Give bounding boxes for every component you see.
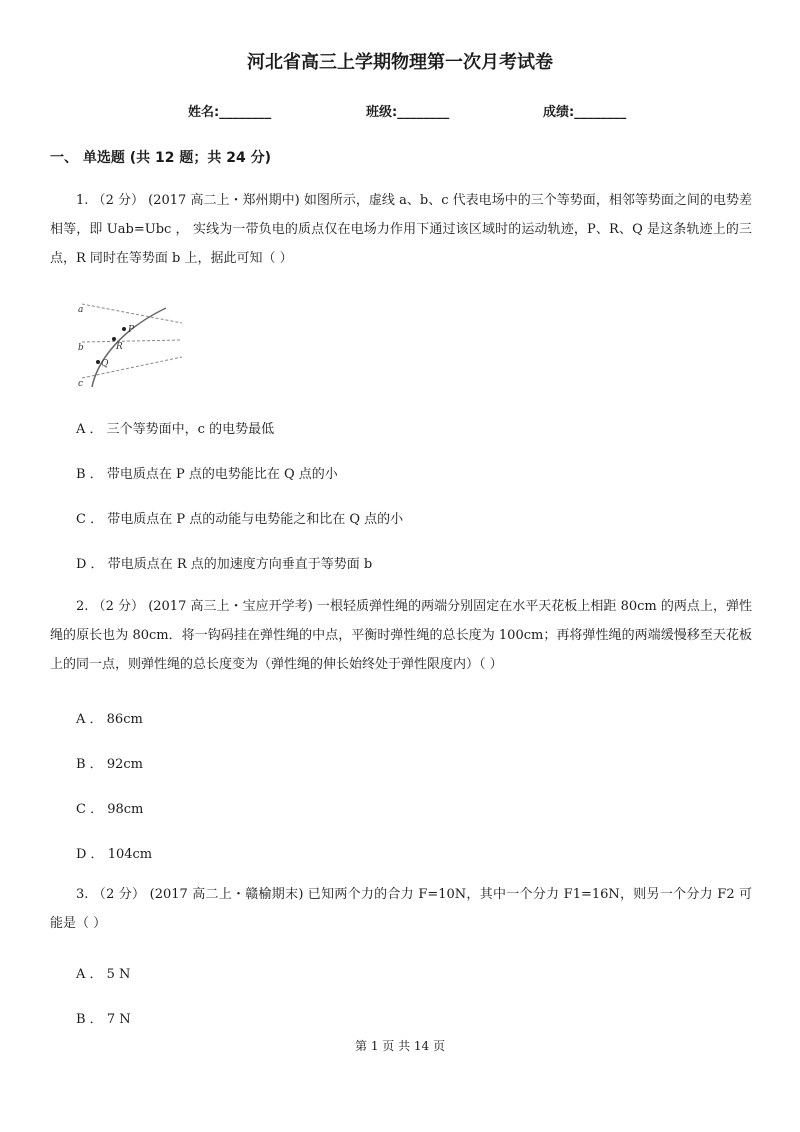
equipotential-diagram xyxy=(74,295,186,390)
label-c: c xyxy=(78,379,84,389)
page-footer: 第 1 页 共 14 页 xyxy=(355,1039,445,1053)
q3-option-b: B ． 7 N xyxy=(76,1012,131,1027)
q2-option-c: C ． 98cm xyxy=(76,802,144,817)
class-field: 班级:________ xyxy=(366,105,450,120)
equipotential-line-a xyxy=(82,304,182,323)
label-r: R xyxy=(116,342,123,352)
section-heading: 一、 单选题 (共 12 题；共 24 分) xyxy=(50,150,272,166)
exam-title: 河北省高三上学期物理第一次月考试卷 xyxy=(247,52,553,73)
question-2-text: 2. （2 分） (2017 高三上・宝应开学考) 一根轻质弹性绳的两端分别固定在水平天花板上相距 80cm 的两点上，弹性绳的原长也为 80cm．将一钩码挂在弹性绳的中点，平衡时弹性绳的总长度为 100cm；再将弹性绳的两端缓慢移至天花板上的同一点，则弹性绳的总长度变为（弹性绳的伸长始终处于弹性限度内）（ ） xyxy=(50,599,752,672)
question-2 xyxy=(50,592,752,679)
equipotential-line-b xyxy=(82,340,182,342)
question-3 xyxy=(50,880,752,938)
question-1 xyxy=(50,186,752,273)
label-q: Q xyxy=(101,359,109,369)
label-b: b xyxy=(78,343,84,353)
label-p: P xyxy=(128,325,135,335)
q1-option-d: D ． 带电质点在 R 点的加速度方向垂直于等势面 b xyxy=(76,557,373,572)
q1-option-c: C ． 带电质点在 P 点的动能与电势能之和比在 Q 点的小 xyxy=(76,512,404,527)
label-a: a xyxy=(78,305,84,315)
q2-option-b: B ． 92cm xyxy=(76,757,143,772)
equipotential-figure xyxy=(74,295,186,394)
q3-option-a: A ． 5 N xyxy=(76,967,131,982)
point-p xyxy=(122,327,126,331)
question-1-text: 1. （2 分） (2017 高二上・郑州期中) 如图所示，虚线 a、b、c 代表电场中的三个等势面，相邻等势面之间的电势差相等，即 Uab=Ubc ， 实线为一带负电的质点仅在电场力作用下通过该区域时的运动轨迹，P、R、Q 是这条轨迹上的三点，R 同时在等势面 b 上，据此可知（ ） xyxy=(50,193,752,266)
score-field: 成绩:________ xyxy=(543,105,627,120)
equipotential-line-c xyxy=(82,357,182,378)
point-q xyxy=(96,360,100,364)
q2-option-d: D ． 104cm xyxy=(76,847,153,862)
q2-option-a: A ． 86cm xyxy=(76,712,143,727)
q1-option-b: B ． 带电质点在 P 点的电势能比在 Q 点的小 xyxy=(76,467,338,482)
trajectory-curve xyxy=(92,308,166,387)
point-r xyxy=(112,337,116,341)
question-3-text: 3. （2 分） (2017 高二上・赣榆期末) 已知两个力的合力 F=10N，其中一个分力 F1=16N，则另一个分力 F2 可能是（ ） xyxy=(50,887,752,931)
name-field: 姓名:________ xyxy=(188,105,272,120)
q1-option-a: A ． 三个等势面中，c 的电势最低 xyxy=(76,422,275,437)
